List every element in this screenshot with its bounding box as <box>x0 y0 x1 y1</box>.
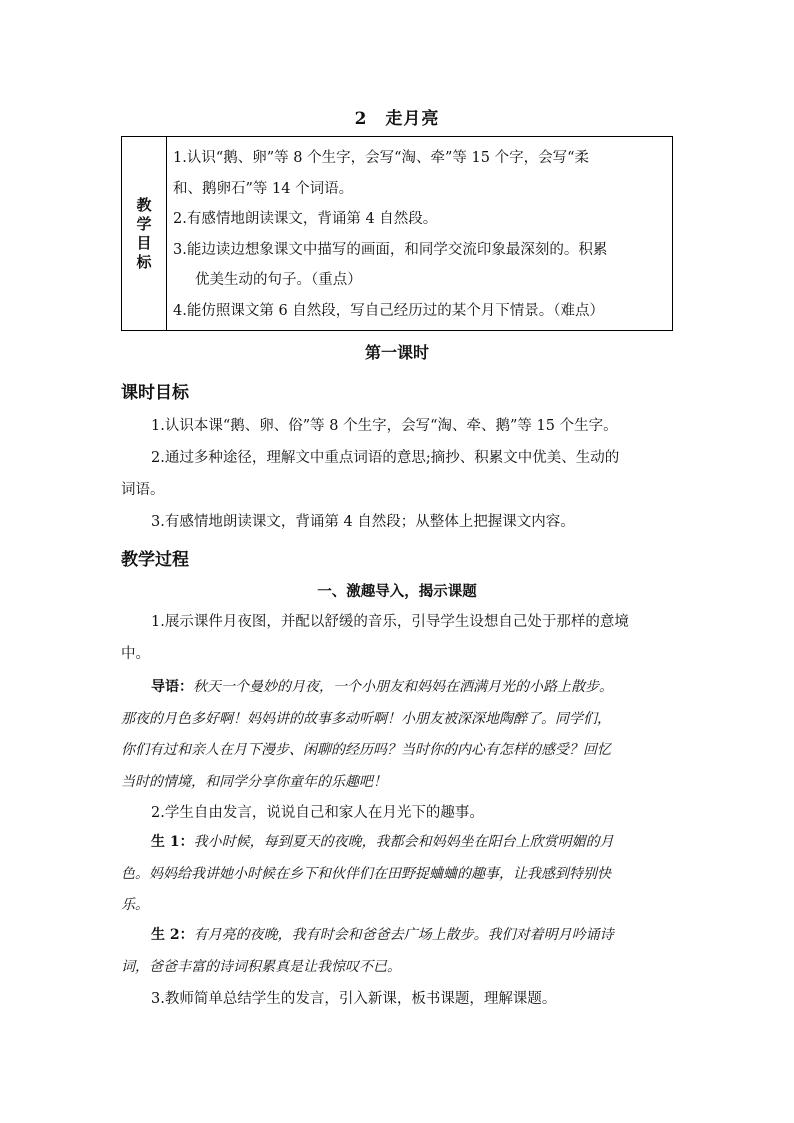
goal-line: 和、鹅卵石”等 14 个词语。 <box>173 180 354 197</box>
goal-item: 词语。 <box>121 482 165 498</box>
student-line: 生 1：我小时候，每到夏天的夜晚，我都会和妈妈坐在阳台上欣赏明媚的月 <box>151 834 614 850</box>
goal-line: 优美生动的句子。（重点） <box>195 272 362 288</box>
student-line: 色。妈妈给我讲她小时候在乡下和伙伴们在田野捉蛐蛐的趣事，让我感到特别快 <box>121 865 611 882</box>
student-1-text <box>121 827 677 922</box>
guide-line: 导语：秋天一个曼妙的月夜，一个小朋友和妈妈在洒满月光的小路上散步。 <box>151 679 613 695</box>
guide-label: 导语： <box>151 679 193 695</box>
step-line: 中。 <box>121 646 150 662</box>
teaching-goals-table <box>121 136 673 331</box>
goal-item: 1.认识本课“鹅、卵、俗”等 8 个生字，会写“淘、牵、鹅”等 15 个生字。 <box>151 418 618 434</box>
goal-line: 4.能仿照课文第 6 自然段，写自己经历过的某个月下情景。（难点） <box>173 302 605 319</box>
first-period-heading: 第一课时 <box>364 343 429 362</box>
goals-label-cell <box>122 137 167 331</box>
step-1-text <box>121 606 677 670</box>
student-2-label: 生 2： <box>151 927 194 943</box>
step-line: 1.展示课件月夜图，并配以舒缓的音乐，引导学生设想自己处于那样的意境 <box>151 614 629 630</box>
goals-label: 教学目标 <box>136 195 152 271</box>
student-line: 词，爸爸丰富的诗词积累真是让我惊叹不已。 <box>121 958 401 975</box>
step-2-text <box>121 797 677 829</box>
goal-line: 3.能边读边想象课文中描写的画面，和同学交流印象最深刻的。积累 <box>173 241 608 258</box>
step-3-text <box>121 983 677 1015</box>
student-line: 生 2：有月亮的夜晚，我有时会和爸爸去广场上散步。我们对着明月吟诵诗 <box>151 927 614 943</box>
goals-content-cell <box>167 137 673 331</box>
teaching-process-heading: 教学过程 <box>121 550 189 570</box>
goal-item: 3.有感情地朗读课文，背诵第 4 自然段；从整体上把握课文内容。 <box>151 514 575 530</box>
guide-line: 当时的情境，和同学分享你童年的乐趣吧！ <box>121 773 387 790</box>
lesson-title: 2 走月亮 <box>354 109 440 129</box>
goal-item: 2.通过多种途径，理解文中重点词语的意思;摘抄、积累文中优美、生动的 <box>151 450 620 466</box>
step-line: 2.学生自由发言，说说自己和家人在月光下的趣事。 <box>151 805 484 821</box>
guide-text <box>121 672 677 798</box>
section-1-heading: 一、激趣导入，揭示课题 <box>317 583 477 600</box>
guide-line: 那夜的月色多好啊！妈妈讲的故事多动听啊！小朋友被深深地陶醉了。同学们， <box>121 710 611 727</box>
step-line: 3.教师简单总结学生的发言，引入新课，板书课题，理解课题。 <box>151 991 557 1007</box>
goal-line: 2.有感情地朗读课文，背诵第 4 自然段。 <box>173 211 438 227</box>
goal-line: 1.认识“鹅、卵”等 8 个生字，会写“淘、牵”等 15 个字，会写“柔 <box>173 150 590 166</box>
student-line: 乐。 <box>121 897 149 913</box>
student-2-text <box>121 920 677 983</box>
student-1-label: 生 1： <box>151 834 194 850</box>
guide-line: 你们有过和亲人在月下漫步、闲聊的经历吗？当时你的内心有怎样的感受？回忆 <box>121 742 611 758</box>
period-goals-text <box>121 410 677 538</box>
period-goals-heading: 课时目标 <box>121 383 189 403</box>
